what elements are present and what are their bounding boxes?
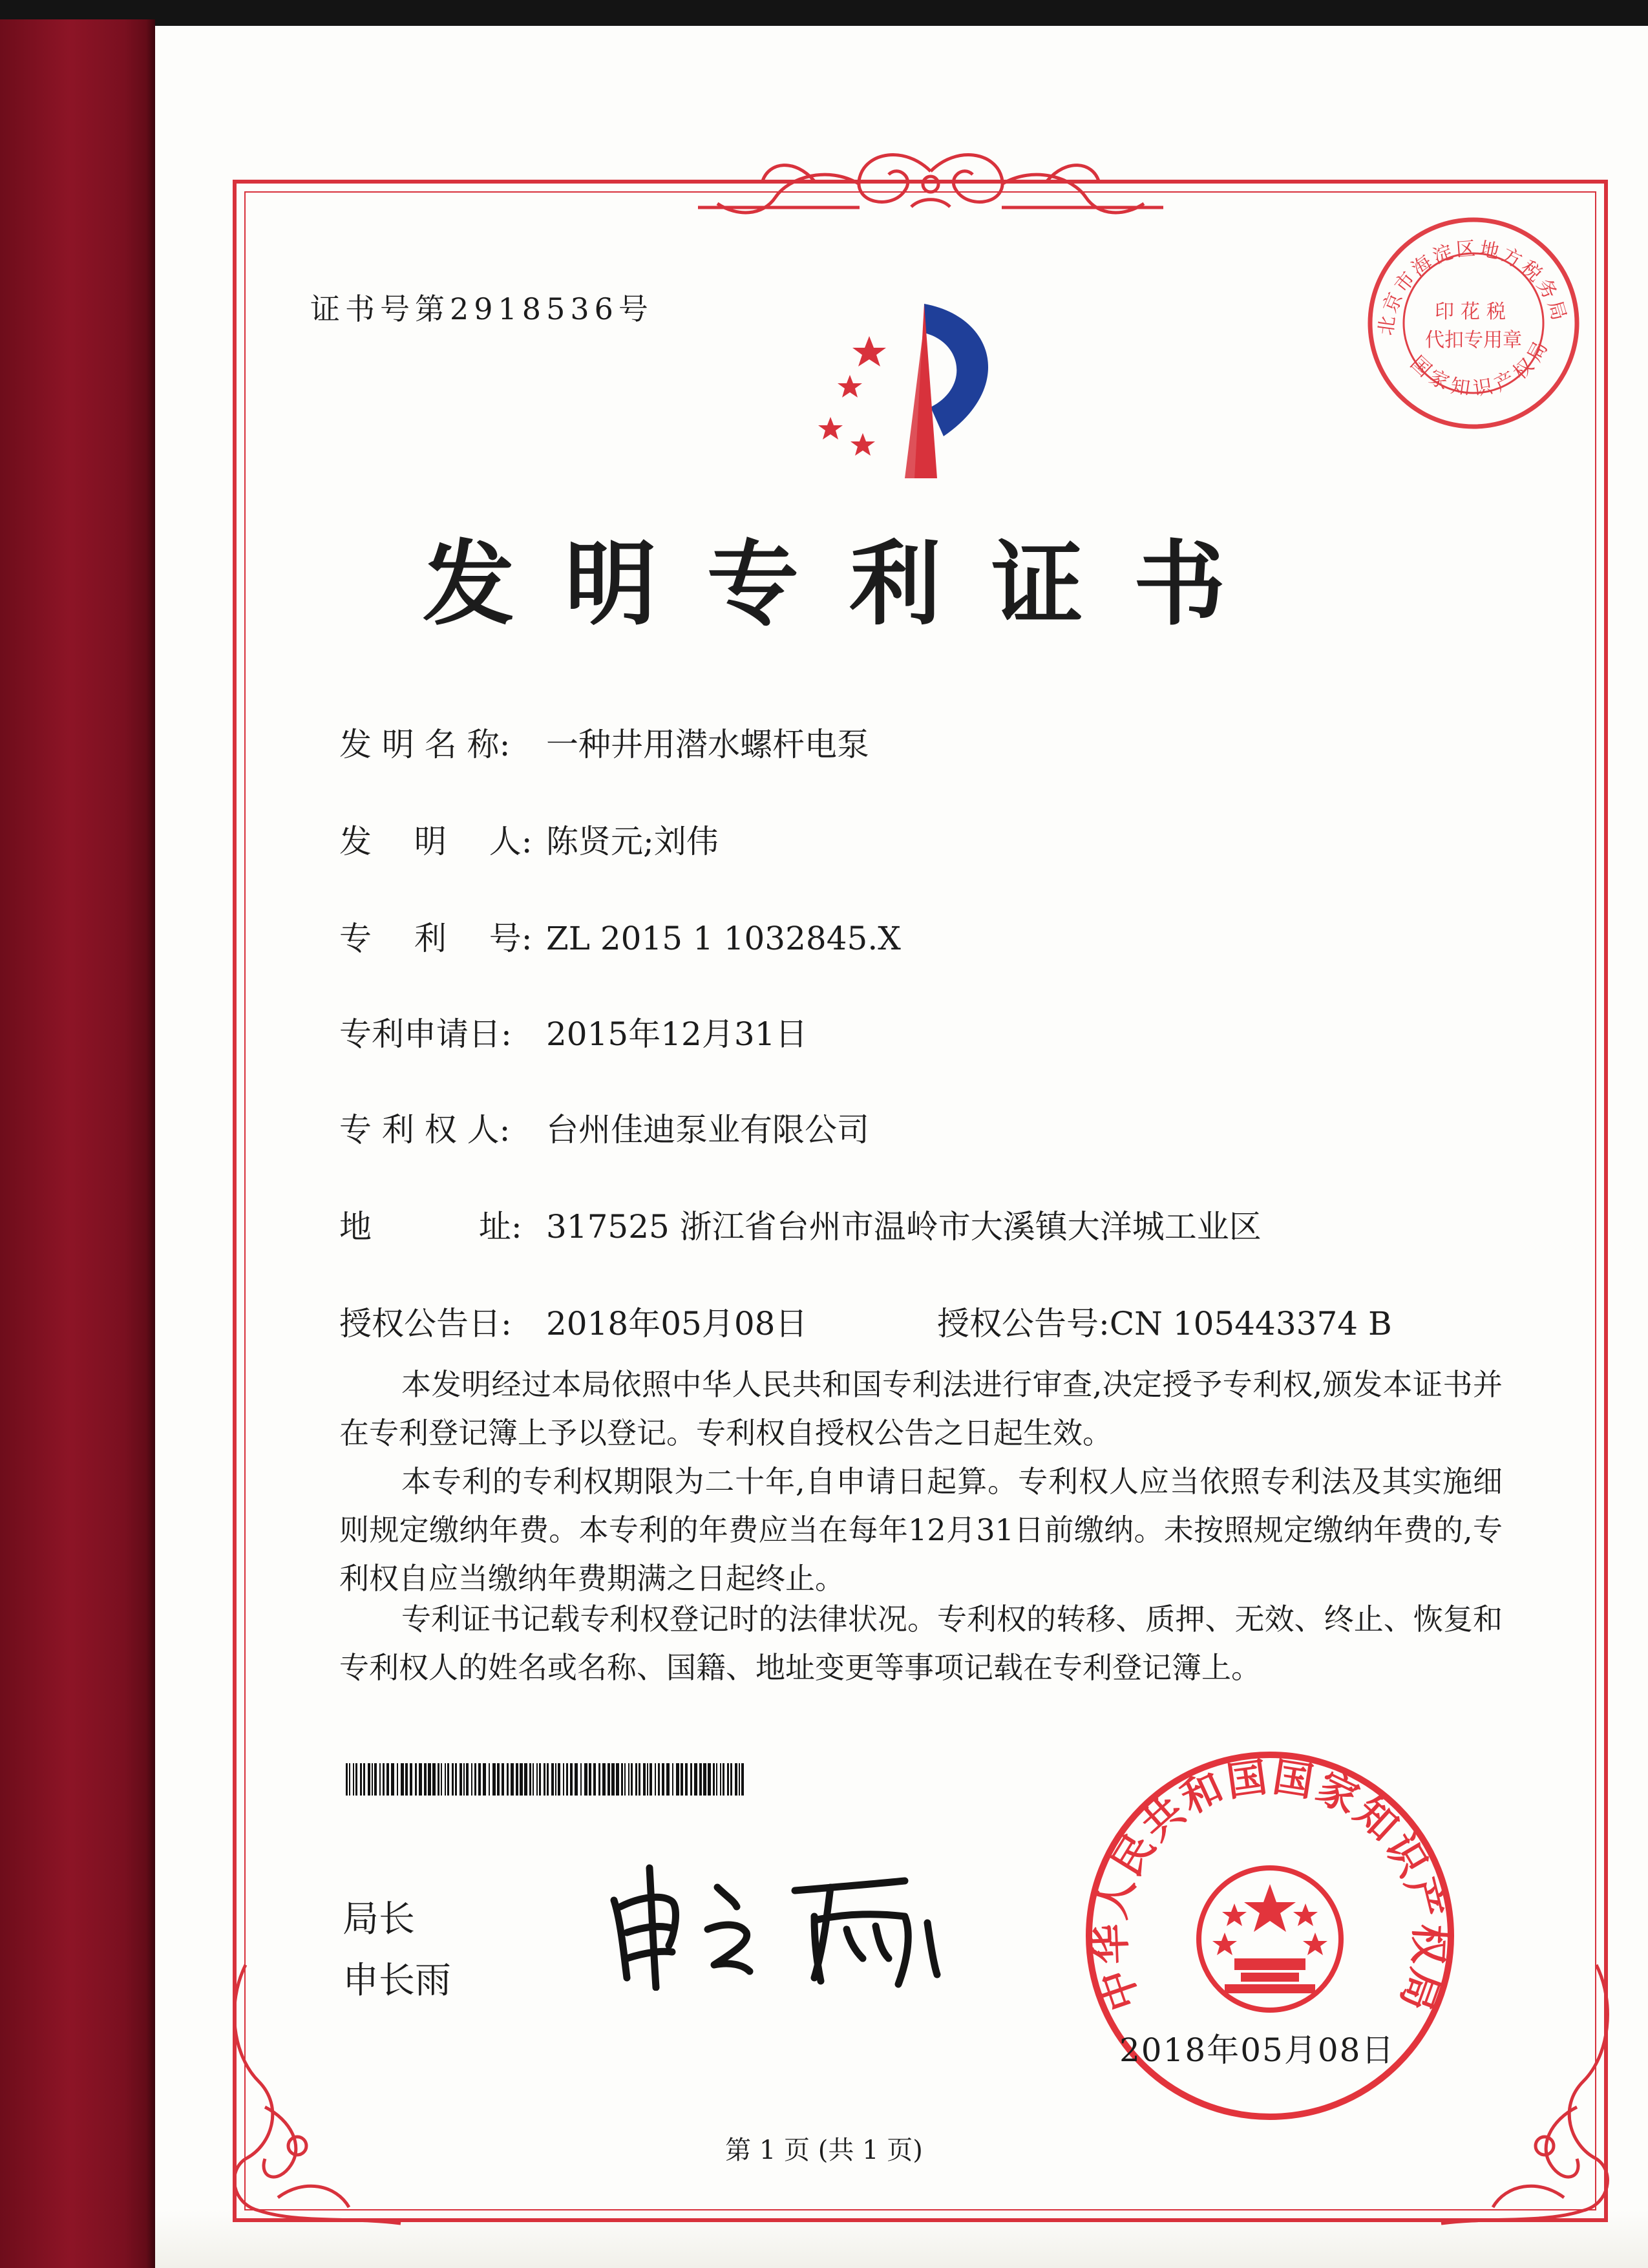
red-binding-cover: [0, 19, 155, 2268]
address-label: 地 址:: [339, 1208, 522, 1245]
field-application-date: [339, 1008, 808, 1055]
field-patentee: [339, 1104, 869, 1150]
seal-date: 2018年05月08日: [1119, 2031, 1395, 2069]
field-announcement-number: [937, 1298, 1392, 1344]
patentee-value: 台州佳迪泵业有限公司: [546, 1111, 869, 1149]
field-invention-name: [339, 719, 869, 765]
patent-number-label: 专 利 号:: [339, 920, 533, 957]
cnipa-logo-icon: [801, 297, 1047, 485]
body-paragraph-2: 本专利的专利权期限为二十年,自申请日起算。专利权人应当依照专利法及其实施细则规定缴纳年费。本专利的年费应当在每年12月31日前缴纳。未按照规定缴纳年费的,专利权自应当缴纳年费期满之日起终止。: [339, 1464, 1503, 1596]
field-announcement-date: [339, 1298, 808, 1344]
scan-top-edge: [0, 0, 1648, 26]
application-date-label: 专利申请日:: [339, 1015, 512, 1053]
body-paragraph-1: 本发明经过本局依照中华人民共和国专利法进行审查,决定授予专利权,颁发本证书并在专利登记簿上予以登记。专利权自授权公告之日起生效。: [339, 1367, 1503, 1450]
inventor-value: 陈贤元;刘伟: [546, 823, 719, 860]
certificate-title: 发明专利证书: [423, 531, 1276, 638]
patent-number-value: ZL 2015 1 1032845.X: [546, 920, 901, 957]
director-signature-icon: [601, 1861, 950, 1991]
barcode-icon: [346, 1763, 746, 1796]
invention-name-value: 一种井用潜水螺杆电泵: [546, 726, 869, 763]
inventor-label: 发 明 人:: [339, 823, 533, 860]
address-value: 317525 浙江省台州市温岭市大溪镇大洋城工业区: [546, 1208, 1262, 1245]
tax-stamp-line-2: 代扣专用章: [1425, 329, 1522, 352]
announcement-number-label: 授权公告号:: [937, 1305, 1110, 1342]
tax-stamp-bottom-text: 国家知识产权局: [1406, 333, 1555, 401]
tax-stamp-icon: [1364, 213, 1583, 433]
field-address: [339, 1201, 1262, 1247]
invention-name-label: 发 明 名 称:: [339, 726, 511, 763]
top-ornament-icon: [698, 145, 1163, 229]
national-emblem-icon: [1199, 1868, 1341, 2010]
announcement-date-label: 授权公告日:: [339, 1305, 512, 1342]
announcement-number-value: CN 105443374 B: [1109, 1305, 1392, 1342]
field-patent-number: [339, 913, 901, 959]
tax-stamp-line-1: 印花税: [1435, 301, 1512, 323]
field-inventor: [339, 816, 719, 862]
application-date-value: 2015年12月31日: [546, 1015, 808, 1053]
official-seal-text: 中华人民共和国国家知识产权局: [1086, 1753, 1454, 2020]
certificate-number: 证书号第2918536号: [310, 291, 653, 326]
announcement-date-value: 2018年05月08日: [546, 1305, 808, 1342]
body-paragraph-3: 专利证书记载专利权登记时的法律状况。专利权的转移、质押、无效、终止、恢复和专利权人的姓名或名称、国籍、地址变更等事项记载在专利登记簿上。: [339, 1602, 1503, 1685]
director-title: 局长: [343, 1898, 415, 1940]
director-name: 申长雨: [343, 1960, 451, 2002]
page-number: 第 1 页 (共 1 页): [725, 2136, 923, 2165]
tax-stamp-outer-text: 北京市海淀区地方税务局: [1375, 237, 1571, 337]
patentee-label: 专 利 权 人:: [339, 1111, 511, 1149]
